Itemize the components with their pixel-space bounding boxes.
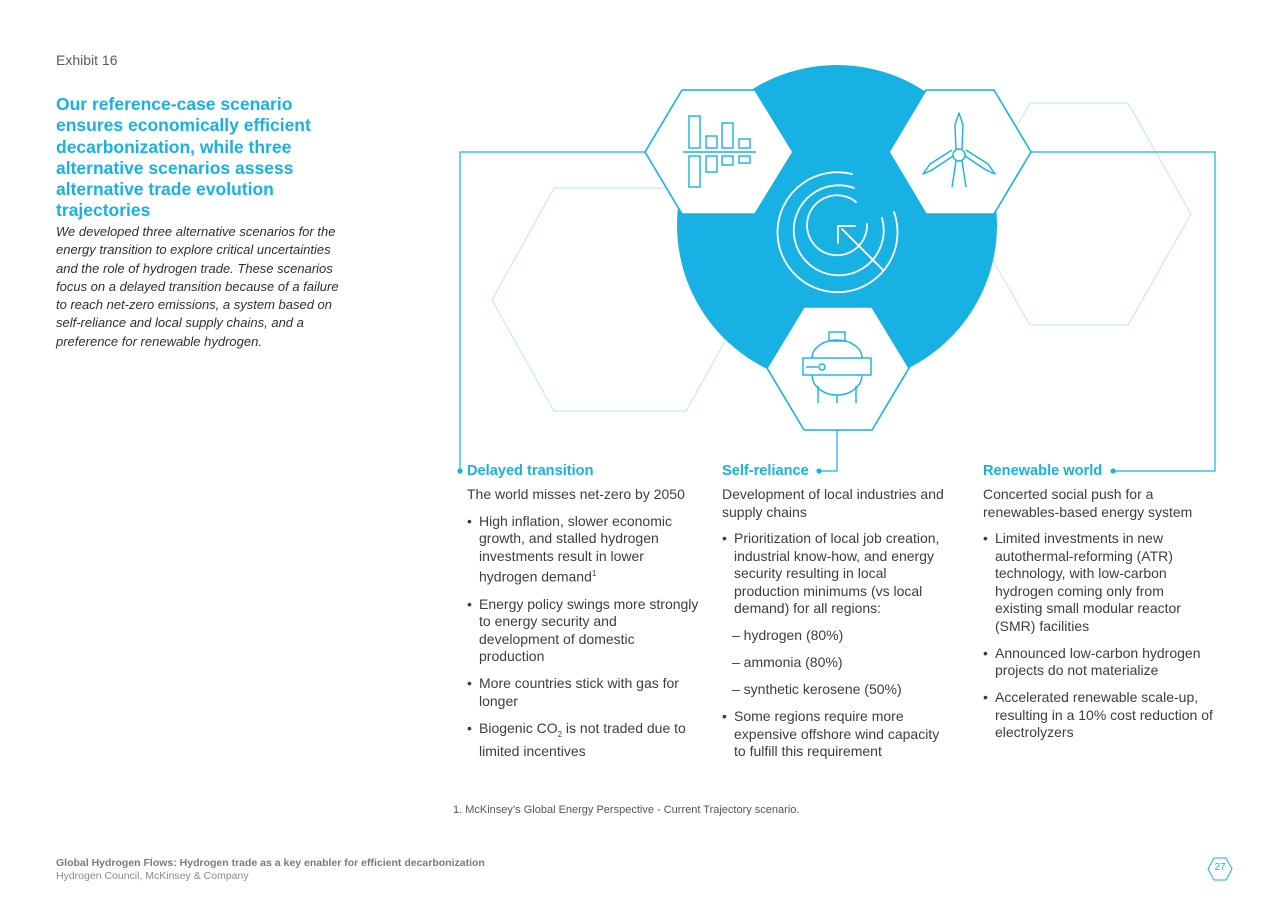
scenario-heading: Delayed transition — [467, 463, 594, 479]
exhibit-label: Exhibit 16 — [56, 52, 118, 68]
dash-item: – synthetic kerosene (50%) — [732, 681, 902, 697]
scenario-subtitle: Development of local industries and supply chains — [722, 486, 944, 520]
scenario-heading: Renewable world — [983, 463, 1103, 479]
dash-item: – ammonia (80%) — [732, 654, 843, 670]
page-title: Our reference-case scenario ensures economically efficient decarbonization, while three alternative scenarios assess alternative trade evolution trajectories — [56, 94, 311, 221]
bullet-item: • Accelerated renewable scale-up, resulting in a 10% cost reduction of electrolyzers — [983, 689, 1215, 742]
scenario-bullets — [467, 513, 699, 761]
bullet-item: • Prioritization of local job creation, industrial know-how, and energy security resulting in local production minimums (vs local demand) for all regions: — [722, 530, 954, 618]
scenario-renewable-world — [983, 462, 1215, 751]
bullet-item: • Energy policy swings more strongly to energy security and development of domestic production — [467, 596, 699, 666]
scenario-heading: Self-reliance — [722, 463, 809, 479]
dash-item: – hydrogen (80%) — [732, 627, 844, 643]
bullet-item: • Some regions require more expensive offshore wind capacity to fulfill this requirement — [722, 708, 954, 761]
page-number: 27 — [1214, 862, 1226, 873]
bullet-item: • More countries stick with gas for longer — [467, 675, 699, 710]
connector-dot-left — [457, 468, 462, 473]
scenario-bullets — [983, 530, 1215, 742]
lead-paragraph: We developed three alternative scenarios for the energy transition to explore critical uncertainties and the role of hydrogen trade. These scenarios focus on a delayed transition because of a failure to reach net-zero emissions, a system based on self-reliance and local supply chains, and a preference for renewable hydrogen. — [56, 224, 339, 349]
scenario-subtitle: The world misses net-zero by 2050 — [467, 486, 685, 502]
footer-source: Hydrogen Council, McKinsey & Company — [56, 870, 249, 882]
scenario-subtitle: Concerted social push for a renewables-based energy system — [983, 486, 1193, 520]
scenario-delayed-transition — [467, 462, 699, 770]
bullet-item: • Limited investments in new autothermal-reforming (ATR) technology, with low-carbon hydrogen coming only from existing small modular reactor (SMR) facilities — [983, 530, 1215, 635]
footnote-marker: 1 — [591, 569, 597, 578]
scenario-self-reliance — [722, 462, 954, 770]
footnote: 1. McKinsey’s Global Energy Perspective - Current Trajectory scenario. — [453, 804, 800, 816]
bullet-item: • Biogenic $CO_2$ is not traded due to limited incentives — [467, 720, 699, 761]
bullet-item: • Announced low-carbon hydrogen projects do not materialize — [983, 645, 1215, 680]
footer-title: Global Hydrogen Flows: Hydrogen trade as a key enabler for efficient decarbonization — [56, 857, 485, 869]
page-number-badge — [1207, 857, 1233, 881]
bullet-item: • High inflation, slower economic growth, and stalled hydrogen investments result in lower hydrogen demand$^1$ — [467, 513, 699, 587]
scenario-bullets — [722, 530, 954, 761]
